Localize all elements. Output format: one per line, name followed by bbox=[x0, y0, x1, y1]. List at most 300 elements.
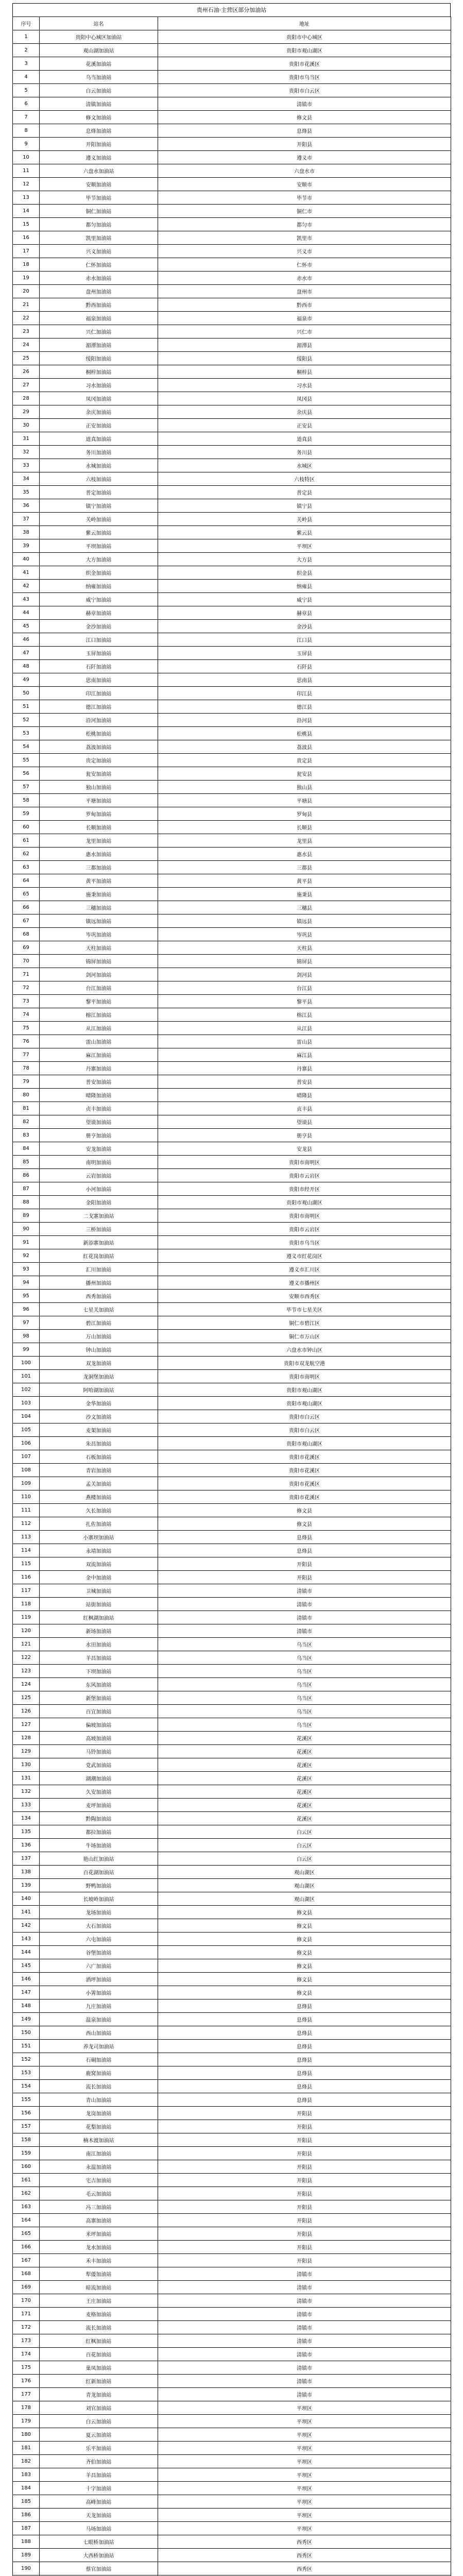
row-station-name: 白云加油站 bbox=[40, 84, 158, 97]
row-station-name: 桐梓加油站 bbox=[40, 365, 158, 379]
row-index: 104 bbox=[13, 1410, 40, 1423]
row-station-name: 水城加油站 bbox=[40, 459, 158, 472]
table-row bbox=[13, 2120, 451, 2133]
row-station-name: 金阳加油站 bbox=[40, 1196, 158, 1209]
row-station-name: 永温加油站 bbox=[40, 2160, 158, 2174]
table-row bbox=[13, 205, 451, 218]
table-row bbox=[13, 2535, 451, 2549]
row-station-name: 湄潭加油站 bbox=[40, 338, 158, 352]
row-address: 平坝区 bbox=[158, 2495, 451, 2509]
row-index: 163 bbox=[13, 2200, 40, 2214]
table-row bbox=[13, 2187, 451, 2200]
row-address: 盘州市 bbox=[158, 285, 451, 298]
row-index: 9 bbox=[13, 138, 40, 151]
row-station-name: 安顺加油站 bbox=[40, 178, 158, 191]
row-address: 清镇市 bbox=[158, 2294, 451, 2308]
row-station-name: 石板加油站 bbox=[40, 1450, 158, 1464]
table-row bbox=[13, 1517, 451, 1531]
table-row bbox=[13, 44, 451, 57]
row-index: 184 bbox=[13, 2482, 40, 2495]
table-row bbox=[13, 1745, 451, 1758]
table-row bbox=[13, 1504, 451, 1517]
table-row bbox=[13, 2053, 451, 2066]
table-row bbox=[13, 1638, 451, 1651]
row-station-name: 冯三加油站 bbox=[40, 2200, 158, 2214]
row-station-name: 百花湖加油站 bbox=[40, 1866, 158, 1879]
table-row bbox=[13, 1182, 451, 1196]
row-index: 47 bbox=[13, 647, 40, 660]
row-address: 毕节市 bbox=[158, 191, 451, 205]
row-index: 93 bbox=[13, 1263, 40, 1276]
row-address: 平坝区 bbox=[158, 2442, 451, 2455]
row-station-name: 金中加油站 bbox=[40, 1571, 158, 1584]
table-row bbox=[13, 1678, 451, 1691]
row-station-name: 蔡官加油站 bbox=[40, 2562, 158, 2575]
row-index: 6 bbox=[13, 97, 40, 111]
row-address: 平塘县 bbox=[158, 794, 451, 807]
row-address: 清镇市 bbox=[158, 2267, 451, 2281]
row-index: 141 bbox=[13, 1906, 40, 1919]
row-address: 平坝区 bbox=[158, 2482, 451, 2495]
row-station-name: 麦格加油站 bbox=[40, 2308, 158, 2321]
table-row bbox=[13, 1048, 451, 1062]
table-row bbox=[13, 1236, 451, 1249]
row-index: 73 bbox=[13, 995, 40, 1008]
row-index: 165 bbox=[13, 2227, 40, 2241]
row-index: 74 bbox=[13, 1008, 40, 1022]
row-index: 160 bbox=[13, 2160, 40, 2174]
row-address: 息烽县 bbox=[158, 1544, 451, 1557]
table-row bbox=[13, 1732, 451, 1745]
table-row bbox=[13, 767, 451, 781]
row-address: 黔西市 bbox=[158, 298, 451, 312]
header-station-name: 站名 bbox=[40, 17, 158, 30]
row-address: 福泉市 bbox=[158, 312, 451, 325]
row-station-name: 独山加油站 bbox=[40, 781, 158, 794]
table-row bbox=[13, 1169, 451, 1182]
row-index: 27 bbox=[13, 379, 40, 392]
row-address: 贵阳市双龙航空港 bbox=[158, 1357, 451, 1370]
row-address: 贵阳市观山湖区 bbox=[158, 44, 451, 57]
row-address: 铜仁市碧江区 bbox=[158, 1316, 451, 1330]
row-address: 清镇市 bbox=[158, 1611, 451, 1624]
row-station-name: 宅吉加油站 bbox=[40, 2174, 158, 2187]
table-row bbox=[13, 566, 451, 580]
row-station-name: 毕节加油站 bbox=[40, 191, 158, 205]
table-row bbox=[13, 312, 451, 325]
row-index: 130 bbox=[13, 1758, 40, 1772]
row-station-name: 南江加油站 bbox=[40, 2147, 158, 2160]
row-address: 纳雍县 bbox=[158, 580, 451, 593]
row-station-name: 龙里加油站 bbox=[40, 834, 158, 848]
table-row bbox=[13, 1799, 451, 1812]
row-station-name: 松桃加油站 bbox=[40, 727, 158, 740]
row-index: 116 bbox=[13, 1571, 40, 1584]
row-address: 金沙县 bbox=[158, 620, 451, 633]
row-station-name: 织金加油站 bbox=[40, 566, 158, 580]
sheet-title: 贵州石油·主营区部分加油站 bbox=[12, 3, 451, 16]
row-station-name: 凯里加油站 bbox=[40, 231, 158, 245]
row-address: 贞丰县 bbox=[158, 1102, 451, 1115]
row-address: 龙里县 bbox=[158, 834, 451, 848]
row-station-name: 息烽加油站 bbox=[40, 124, 158, 138]
row-index: 136 bbox=[13, 1839, 40, 1852]
row-station-name: 艳山红加油站 bbox=[40, 1852, 158, 1866]
row-index: 175 bbox=[13, 2361, 40, 2375]
row-address: 毕节市七星关区 bbox=[158, 1303, 451, 1316]
row-index: 89 bbox=[13, 1209, 40, 1223]
row-index: 24 bbox=[13, 338, 40, 352]
row-address: 开阳县 bbox=[158, 2254, 451, 2267]
table-row bbox=[13, 2401, 451, 2415]
table-row bbox=[13, 834, 451, 848]
table-row bbox=[13, 647, 451, 660]
row-index: 83 bbox=[13, 1129, 40, 1142]
row-station-name: 玉屏加油站 bbox=[40, 647, 158, 660]
row-address: 乌当区 bbox=[158, 1638, 451, 1651]
row-index: 22 bbox=[13, 312, 40, 325]
table-row bbox=[13, 2442, 451, 2455]
row-address: 修文县 bbox=[158, 1973, 451, 1986]
row-address: 剑河县 bbox=[158, 968, 451, 981]
table-row bbox=[13, 901, 451, 914]
row-station-name: 六屯加油站 bbox=[40, 1933, 158, 1946]
row-address: 惠水县 bbox=[158, 848, 451, 861]
row-index: 183 bbox=[13, 2468, 40, 2482]
row-index: 86 bbox=[13, 1169, 40, 1182]
row-address: 开阳县 bbox=[158, 2147, 451, 2160]
table-row bbox=[13, 1825, 451, 1839]
table-row bbox=[13, 57, 451, 71]
table-row bbox=[13, 2375, 451, 2388]
table-row bbox=[13, 392, 451, 405]
row-station-name: 青山加油站 bbox=[40, 2093, 158, 2107]
row-address: 白云区 bbox=[158, 1839, 451, 1852]
row-index: 140 bbox=[13, 1892, 40, 1906]
row-station-name: 普定加油站 bbox=[40, 486, 158, 499]
row-index: 28 bbox=[13, 392, 40, 405]
row-index: 71 bbox=[13, 968, 40, 981]
row-index: 100 bbox=[13, 1357, 40, 1370]
row-station-name: 贵阳中心城区加油站 bbox=[40, 30, 158, 44]
row-address: 贵阳市花溪区 bbox=[158, 1477, 451, 1490]
table-row bbox=[13, 995, 451, 1008]
row-index: 32 bbox=[13, 446, 40, 459]
table-row bbox=[13, 1357, 451, 1370]
table-row bbox=[13, 1397, 451, 1410]
row-address: 贵阳市观山湖区 bbox=[158, 1397, 451, 1410]
table-row bbox=[13, 2147, 451, 2160]
row-address: 罗甸县 bbox=[158, 807, 451, 821]
row-address: 普定县 bbox=[158, 486, 451, 499]
table-row bbox=[13, 1973, 451, 1986]
row-address: 西秀区 bbox=[158, 2549, 451, 2562]
row-address: 普安县 bbox=[158, 1075, 451, 1089]
table-row bbox=[13, 941, 451, 955]
row-index: 168 bbox=[13, 2267, 40, 2281]
row-index: 39 bbox=[13, 539, 40, 553]
table-row bbox=[13, 1410, 451, 1423]
table-row bbox=[13, 928, 451, 941]
row-station-name: 锦屏加油站 bbox=[40, 955, 158, 968]
table-row bbox=[13, 1839, 451, 1852]
row-address: 贵阳市花溪区 bbox=[158, 1450, 451, 1464]
table-row bbox=[13, 2361, 451, 2375]
row-index: 26 bbox=[13, 365, 40, 379]
row-index: 188 bbox=[13, 2535, 40, 2549]
table-row bbox=[13, 2308, 451, 2321]
row-station-name: 龙洞堡加油站 bbox=[40, 1370, 158, 1383]
row-index: 69 bbox=[13, 941, 40, 955]
row-station-name: 麦坪加油站 bbox=[40, 1799, 158, 1812]
row-station-name: 龙岗加油站 bbox=[40, 2107, 158, 2120]
row-address: 水城区 bbox=[158, 459, 451, 472]
row-station-name: 镇宁加油站 bbox=[40, 499, 158, 513]
row-index: 109 bbox=[13, 1477, 40, 1490]
row-address: 清镇市 bbox=[158, 1624, 451, 1638]
table-row bbox=[13, 700, 451, 714]
row-index: 70 bbox=[13, 955, 40, 968]
row-index: 76 bbox=[13, 1035, 40, 1048]
row-index: 20 bbox=[13, 285, 40, 298]
row-address: 贵阳市花溪区 bbox=[158, 1464, 451, 1477]
row-address: 六盘水市 bbox=[158, 164, 451, 178]
row-index: 15 bbox=[13, 218, 40, 231]
row-station-name: 王庄加油站 bbox=[40, 2294, 158, 2308]
row-index: 2 bbox=[13, 44, 40, 57]
table-row bbox=[13, 2482, 451, 2495]
table-row bbox=[13, 1423, 451, 1437]
row-station-name: 谷堡加油站 bbox=[40, 1946, 158, 1959]
row-station-name: 鹿窝加油站 bbox=[40, 2066, 158, 2080]
row-address: 修文县 bbox=[158, 1946, 451, 1959]
row-address: 平坝区 bbox=[158, 2468, 451, 2482]
table-row bbox=[13, 874, 451, 888]
row-address: 兴仁市 bbox=[158, 325, 451, 338]
table-row bbox=[13, 2160, 451, 2174]
table-row bbox=[13, 955, 451, 968]
row-index: 131 bbox=[13, 1772, 40, 1785]
row-station-name: 凤冈加油站 bbox=[40, 392, 158, 405]
row-station-name: 麻江加油站 bbox=[40, 1048, 158, 1062]
row-index: 123 bbox=[13, 1665, 40, 1678]
row-address: 清镇市 bbox=[158, 2348, 451, 2361]
row-index: 135 bbox=[13, 1825, 40, 1839]
row-address: 正安县 bbox=[158, 419, 451, 432]
row-index: 3 bbox=[13, 57, 40, 71]
row-address: 绥阳县 bbox=[158, 352, 451, 365]
table-row bbox=[13, 124, 451, 138]
table-row bbox=[13, 245, 451, 258]
table-row bbox=[13, 1557, 451, 1571]
row-station-name: 石阡加油站 bbox=[40, 660, 158, 673]
row-station-name: 高峰加油站 bbox=[40, 2495, 158, 2509]
table-row bbox=[13, 2334, 451, 2348]
row-index: 11 bbox=[13, 164, 40, 178]
row-address: 平坝区 bbox=[158, 2401, 451, 2415]
row-station-name: 望谟加油站 bbox=[40, 1115, 158, 1129]
row-index: 87 bbox=[13, 1182, 40, 1196]
row-index: 85 bbox=[13, 1156, 40, 1169]
row-address: 乌当区 bbox=[158, 1651, 451, 1665]
table-row bbox=[13, 1785, 451, 1799]
row-index: 18 bbox=[13, 258, 40, 272]
row-index: 147 bbox=[13, 1986, 40, 1999]
row-address: 修文县 bbox=[158, 1504, 451, 1517]
row-station-name: 瓮安加油站 bbox=[40, 767, 158, 781]
row-station-name: 马场加油站 bbox=[40, 2522, 158, 2535]
row-index: 58 bbox=[13, 794, 40, 807]
row-station-name: 兴义加油站 bbox=[40, 245, 158, 258]
table-row bbox=[13, 2562, 451, 2575]
row-index: 111 bbox=[13, 1504, 40, 1517]
row-address: 铜仁市 bbox=[158, 205, 451, 218]
table-row bbox=[13, 151, 451, 164]
row-index: 182 bbox=[13, 2455, 40, 2468]
row-address: 道真县 bbox=[158, 432, 451, 446]
row-index: 45 bbox=[13, 620, 40, 633]
row-index: 125 bbox=[13, 1691, 40, 1705]
table-row bbox=[13, 1383, 451, 1397]
row-index: 133 bbox=[13, 1799, 40, 1812]
table-row bbox=[13, 325, 451, 338]
row-station-name: 镇远加油站 bbox=[40, 914, 158, 928]
row-address: 安顺市西秀区 bbox=[158, 1290, 451, 1303]
row-address: 清镇市 bbox=[158, 2308, 451, 2321]
row-index: 127 bbox=[13, 1718, 40, 1732]
table-header-row bbox=[13, 17, 451, 30]
row-station-name: 刘官加油站 bbox=[40, 2401, 158, 2415]
row-index: 19 bbox=[13, 272, 40, 285]
table-row bbox=[13, 2214, 451, 2227]
row-index: 34 bbox=[13, 472, 40, 486]
table-row bbox=[13, 1852, 451, 1866]
row-address: 镇远县 bbox=[158, 914, 451, 928]
table-row bbox=[13, 2348, 451, 2361]
row-station-name: 西秀加油站 bbox=[40, 1290, 158, 1303]
row-station-name: 巢凤加油站 bbox=[40, 2361, 158, 2375]
row-address: 清镇市 bbox=[158, 2375, 451, 2388]
row-station-name: 小河加油站 bbox=[40, 1182, 158, 1196]
row-station-name: 雷山加油站 bbox=[40, 1035, 158, 1048]
row-address: 开阳县 bbox=[158, 1557, 451, 1571]
table-row bbox=[13, 794, 451, 807]
row-address: 花溪区 bbox=[158, 1812, 451, 1825]
table-row bbox=[13, 727, 451, 740]
row-station-name: 毛云加油站 bbox=[40, 2187, 158, 2200]
row-address: 开阳县 bbox=[158, 2214, 451, 2227]
row-address: 花溪区 bbox=[158, 1772, 451, 1785]
table-row bbox=[13, 1008, 451, 1022]
row-station-name: 黔陶加油站 bbox=[40, 1812, 158, 1825]
row-address: 关岭县 bbox=[158, 513, 451, 526]
row-index: 64 bbox=[13, 874, 40, 888]
row-address: 三穗县 bbox=[158, 901, 451, 914]
row-index: 122 bbox=[13, 1651, 40, 1665]
row-station-name: 丹寨加油站 bbox=[40, 1062, 158, 1075]
row-index: 91 bbox=[13, 1236, 40, 1249]
row-station-name: 花溪加油站 bbox=[40, 57, 158, 71]
station-list-sheet bbox=[12, 3, 451, 2576]
table-row bbox=[13, 539, 451, 553]
row-index: 54 bbox=[13, 740, 40, 754]
table-row bbox=[13, 848, 451, 861]
row-index: 97 bbox=[13, 1316, 40, 1330]
table-row bbox=[13, 714, 451, 727]
row-index: 66 bbox=[13, 901, 40, 914]
row-station-name: 普安加油站 bbox=[40, 1075, 158, 1089]
table-row bbox=[13, 1316, 451, 1330]
row-index: 119 bbox=[13, 1611, 40, 1624]
table-row bbox=[13, 914, 451, 928]
row-station-name: 长坡岭加油站 bbox=[40, 1892, 158, 1906]
row-station-name: 麦架加油站 bbox=[40, 1423, 158, 1437]
table-row bbox=[13, 1986, 451, 1999]
table-row bbox=[13, 2066, 451, 2080]
table-row bbox=[13, 84, 451, 97]
row-address: 修文县 bbox=[158, 1959, 451, 1973]
row-station-name: 观山湖加油站 bbox=[40, 44, 158, 57]
row-station-name: 水田加油站 bbox=[40, 1638, 158, 1651]
table-row bbox=[13, 580, 451, 593]
row-address: 松桃县 bbox=[158, 727, 451, 740]
table-row bbox=[13, 1718, 451, 1732]
row-index: 78 bbox=[13, 1062, 40, 1075]
row-station-name: 红新加油站 bbox=[40, 2375, 158, 2388]
row-index: 33 bbox=[13, 459, 40, 472]
row-station-name: 清镇加油站 bbox=[40, 97, 158, 111]
row-address: 修文县 bbox=[158, 1906, 451, 1919]
row-address: 贵阳市白云区 bbox=[158, 1410, 451, 1423]
row-address: 息烽县 bbox=[158, 1999, 451, 2013]
table-row bbox=[13, 1892, 451, 1906]
table-row bbox=[13, 1303, 451, 1316]
row-station-name: 红枫加油站 bbox=[40, 2334, 158, 2348]
table-row bbox=[13, 1223, 451, 1236]
row-station-name: 龙场加油站 bbox=[40, 1906, 158, 1919]
row-station-name: 野鸭加油站 bbox=[40, 1879, 158, 1892]
table-row bbox=[13, 740, 451, 754]
row-station-name: 牛场加油站 bbox=[40, 1839, 158, 1852]
table-row bbox=[13, 272, 451, 285]
row-address: 雷山县 bbox=[158, 1035, 451, 1048]
table-row bbox=[13, 2107, 451, 2120]
row-index: 40 bbox=[13, 553, 40, 566]
row-address: 开阳县 bbox=[158, 2107, 451, 2120]
row-index: 170 bbox=[13, 2294, 40, 2308]
row-index: 12 bbox=[13, 178, 40, 191]
row-index: 167 bbox=[13, 2254, 40, 2267]
row-address: 观山湖区 bbox=[158, 1879, 451, 1892]
row-index: 178 bbox=[13, 2401, 40, 2415]
row-address: 修文县 bbox=[158, 1517, 451, 1531]
table-row bbox=[13, 821, 451, 834]
table-row bbox=[13, 432, 451, 446]
row-station-name: 下坝加油站 bbox=[40, 1665, 158, 1678]
row-address: 花溪区 bbox=[158, 1732, 451, 1745]
row-station-name: 石硐加油站 bbox=[40, 2053, 158, 2066]
row-station-name: 从江加油站 bbox=[40, 1022, 158, 1035]
row-station-name: 羊昌加油站 bbox=[40, 2468, 158, 2482]
row-address: 息烽县 bbox=[158, 1531, 451, 1544]
row-station-name: 云岩加油站 bbox=[40, 1169, 158, 1182]
row-station-name: 天柱加油站 bbox=[40, 941, 158, 955]
row-address: 平坝区 bbox=[158, 2522, 451, 2535]
row-station-name: 九庄加油站 bbox=[40, 1999, 158, 2013]
table-row bbox=[13, 97, 451, 111]
table-row bbox=[13, 365, 451, 379]
table-row bbox=[13, 446, 451, 459]
